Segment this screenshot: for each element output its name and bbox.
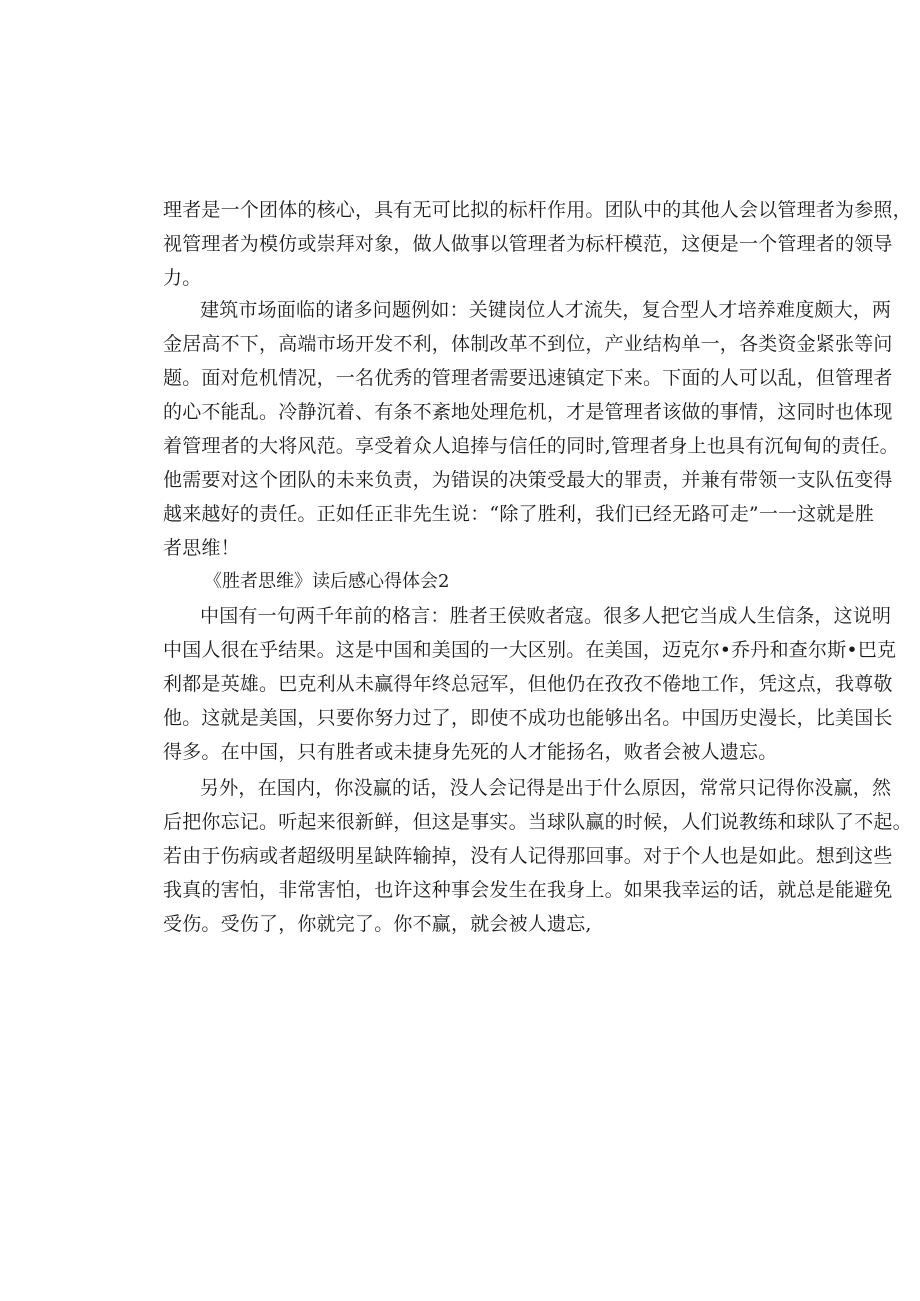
text-line: 着管理者的大将风范。享受着众人追捧与信任的同时,管理者身上也具有沉甸甸的责任。 xyxy=(163,435,899,457)
text-line: 中国有一句两千年前的格言：胜者王侯败者寇。很多人把它当成人生信条，这说明 xyxy=(200,605,892,627)
text-line: 利都是英雄。巴克利从未赢得年终总冠军，但他仍在孜孜不倦地工作，凭这点，我尊敬 xyxy=(163,673,893,695)
text-line: 若由于伤病或者超级明星缺阵输掉，没有人记得那回事。对于个人也是如此。想到这些 xyxy=(163,845,893,867)
text-line: 受伤。受伤了，你就完了。你不赢，就会被人遗忘, xyxy=(163,913,592,935)
text-line: 越来越好的责任。正如任正非先生说：“除了胜利，我们已经无路可走”一一这就是胜 xyxy=(163,503,875,525)
text-line: 他。这就是美国，只要你努力过了，即使不成功也能够出名。中国历史漫长，比美国长 xyxy=(163,707,893,729)
section-heading: 《胜者思维》读后感心得体会2 xyxy=(204,571,450,592)
text-line: 另外，在国内，你没赢的话，没人会记得是出于什么原因，常常只记得你没赢，然 xyxy=(200,777,892,799)
text-line: 力。 xyxy=(163,267,202,289)
text-line: 金居高不下，高端市场开发不利，体制改革不到位，产业结构单一，各类资金紧张等问 xyxy=(163,333,893,355)
text-line: 中国人很在乎结果。这是中国和美国的一大区别。在美国，迈克尔•乔丹和查尔斯•巴克 xyxy=(163,639,897,661)
text-line: 者思维！ xyxy=(163,537,240,559)
text-line: 得多。在中国，只有胜者或未捷身先死的人才能扬名，败者会被人遗忘。 xyxy=(163,741,778,763)
text-line: 视管理者为模仿或崇拜对象，做人做事以管理者为标杆模范，这便是一个管理者的领导 xyxy=(163,233,893,255)
text-line: 我真的害怕，非常害怕，也许这种事会发生在我身上。如果我幸运的话，就总是能避免 xyxy=(163,879,893,901)
text-line: 他需要对这个团队的未来负责，为错误的决策受最大的罪责，并兼有带领一支队伍变得 xyxy=(163,469,893,491)
text-line: 的心不能乱。冷静沉着、有条不紊地处理危机，才是管理者该做的事情，这同时也体现 xyxy=(163,401,893,423)
text-line: 题。面对危机情况，一名优秀的管理者需要迅速镇定下来。下面的人可以乱，但管理者 xyxy=(163,367,893,389)
text-line: 建筑市场面临的诸多问题例如：关键岗位人才流失，复合型人才培养难度颇大，两 xyxy=(200,299,892,321)
text-line: 后把你忘记。听起来很新鲜，但这是事实。当球队赢的时候，人们说教练和球队了不起。 xyxy=(163,811,912,833)
text-line: 理者是一个团体的核心，具有无可比拟的标杆作用。团队中的其他人会以管理者为参照， xyxy=(163,199,912,221)
